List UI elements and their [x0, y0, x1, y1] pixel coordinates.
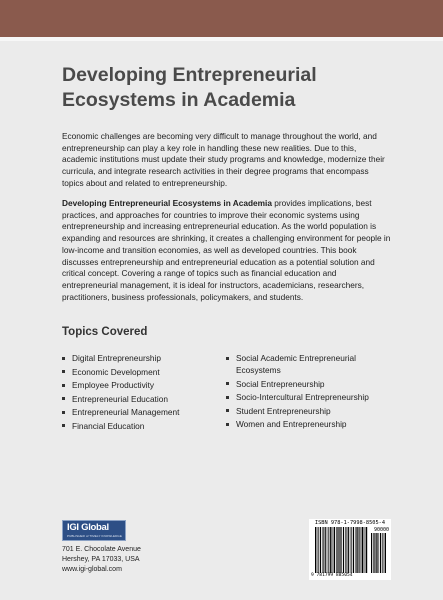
- barcode-bar: [348, 527, 349, 573]
- barcode-bar: [341, 527, 342, 573]
- barcode-bar: [332, 527, 333, 573]
- topic-item: Entrepreneurial Education: [62, 393, 212, 405]
- description-book-title: Developing Entrepreneurial Ecosystems in Academia: [62, 198, 272, 208]
- topic-item: Student Entrepreneurship: [226, 405, 391, 417]
- topic-item: Employee Productivity: [62, 379, 212, 391]
- barcode-bar: [334, 527, 335, 573]
- barcode-addon-bars: [371, 533, 387, 573]
- barcode-bar: [323, 527, 324, 573]
- description-text: provides implications, best practices, and approaches for countries to improve their economic systems using entrepreneurship and increasing entrepreneurial education. As the world population is expanding and resources are shrinking, it creates a challenging environment for people in low-income and transition economies, as well as developed countries. This book discusses entrepreneurship and entrepreneurial education as a potential solution and critical concept. Covering a range of topics such as financial education and entrepreneurial management, it is ideal for instructors, academicians, researchers, practitioners, business professionals, policymakers, and students.: [62, 198, 391, 302]
- barcode-bar: [376, 533, 377, 573]
- barcode-bar: [345, 527, 346, 573]
- book-title-line-2: Ecosystems in Academia: [62, 89, 296, 111]
- barcode-bar: [382, 533, 383, 573]
- barcode-bar: [338, 527, 339, 573]
- igi-global-logo: [62, 520, 126, 541]
- logo-tagline: PUBLISHER of TIMELY KNOWLEDGE: [67, 534, 122, 538]
- barcode-bar: [385, 533, 386, 573]
- barcode-bar: [356, 527, 357, 573]
- barcode-bar: [362, 527, 363, 573]
- barcode-bar: [322, 527, 323, 573]
- barcode-bar: [328, 527, 329, 573]
- barcode-bar: [380, 533, 381, 573]
- topic-item: Entrepreneurial Management: [62, 406, 212, 418]
- publisher-website: www.igi-global.com: [62, 566, 122, 573]
- barcode-bar: [325, 527, 326, 573]
- barcode-bar: [365, 527, 366, 573]
- topic-item: Economic Development: [62, 366, 212, 378]
- barcode-bar: [353, 527, 354, 573]
- barcode-bar: [355, 527, 356, 573]
- address-street: 701 E. Chocolate Avenue: [62, 546, 141, 553]
- top-divider: [0, 37, 443, 41]
- book-title: [62, 63, 402, 113]
- barcode-bar: [366, 527, 367, 573]
- barcode-bar: [364, 527, 365, 573]
- isbn-barcode: [309, 519, 391, 580]
- description-paragraph: [62, 198, 392, 303]
- isbn-label: ISBN 978-1-7998-8505-4: [314, 520, 386, 526]
- barcode-bar: [347, 527, 348, 573]
- topic-item: Social Entrepreneurship: [226, 378, 391, 390]
- barcode-bar: [374, 533, 375, 573]
- barcode-bar: [343, 527, 344, 573]
- barcode-bar: [327, 527, 328, 573]
- barcode-bar: [373, 533, 374, 573]
- barcode-main-bars: [315, 527, 369, 573]
- barcode-bar: [357, 527, 358, 573]
- barcode-bar: [336, 527, 337, 573]
- topic-item: Social Academic Entrepreneurial Ecosystems: [226, 352, 391, 376]
- topic-item: Financial Education: [62, 420, 212, 432]
- topics-list-left: [62, 352, 212, 434]
- barcode-bar: [317, 527, 318, 573]
- barcode-bar: [359, 527, 360, 573]
- barcode-bar: [371, 533, 372, 573]
- barcode-bar: [351, 527, 352, 573]
- topic-item: Socio-Intercultural Entrepreneurship: [226, 391, 391, 403]
- barcode-bar: [320, 527, 321, 573]
- address-city: Hershey, PA 17033, USA: [62, 556, 140, 563]
- topics-heading: Topics Covered: [62, 326, 148, 338]
- barcode-bar: [337, 527, 338, 573]
- barcode-bar: [377, 533, 378, 573]
- barcode-number: 9 781799 885054: [311, 573, 353, 578]
- barcode-bar: [384, 533, 385, 573]
- barcode-bar: [318, 527, 319, 573]
- barcode-addon-number: 90000: [373, 527, 389, 533]
- barcode-bar: [330, 527, 331, 573]
- barcode-bar: [361, 527, 362, 573]
- intro-paragraph: Economic challenges are becoming very difficult to manage throughout the world, and entrepreneurship can play a key role in handling these new realities. Due to this, academic institutions must update their study programs and knowledge, modernize their curricula, and integrate research activities in their degree programs that encompass topics about and related to entrepreneurship.: [62, 131, 385, 188]
- barcode-bar: [315, 527, 316, 573]
- top-color-band: [0, 0, 443, 37]
- topics-list-right: [226, 352, 391, 432]
- barcode-bar: [340, 527, 341, 573]
- topic-item: Women and Entrepreneurship: [226, 418, 391, 430]
- publisher-address: [62, 545, 141, 575]
- topic-item: Digital Entrepreneurship: [62, 352, 212, 364]
- book-title-line-1: Developing Entrepreneurial: [62, 64, 317, 86]
- barcode-bar: [333, 527, 334, 573]
- barcode-bar: [350, 527, 351, 573]
- logo-wordmark: IGI Global: [67, 522, 109, 533]
- barcode-bar: [379, 533, 380, 573]
